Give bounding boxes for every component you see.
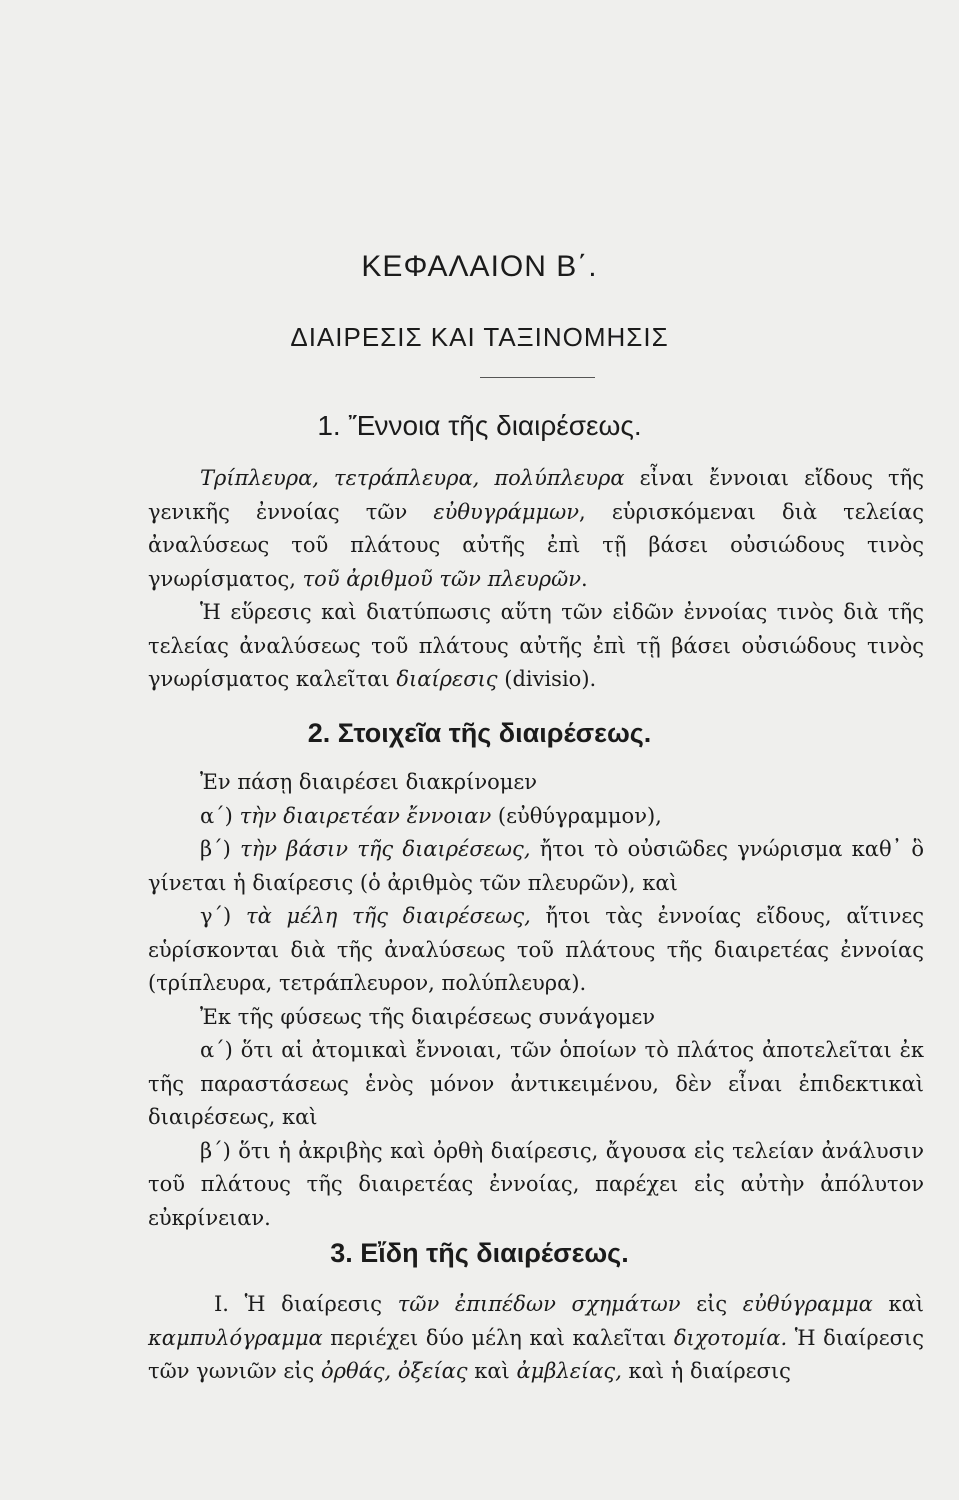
item-label: β΄) [200, 837, 241, 861]
list-item: α΄) ὅτι αἱ ἀτομικαὶ ἔννοιαι, τῶν ὁποίων τὸ πλάτος ἀποτελεῖται ἐκ τῆς παραστάσεως ἑνὸς μόνον ἀντικειμένου, δὲν εἶναι ἐπιδεκτικαὶ διαιρέσεως, καὶ [148, 1038, 924, 1129]
text-span: καὶ ἡ διαίρεσις [621, 1359, 791, 1383]
section-2-body [148, 766, 924, 1235]
italic-term: διχοτομία. [673, 1325, 788, 1350]
text-span: ἤτοι τὸ οὐσιῶδες γνώρισμα καθ᾽ ὃ γίνεται ἡ διαίρεσις (ὁ ἀριθμὸς τῶν πλευρῶν), καὶ [148, 837, 924, 895]
text-span: εἰς [680, 1292, 743, 1316]
item-label: γ΄) [200, 904, 246, 928]
text-span: I. Ἡ διαίρεσις [214, 1292, 398, 1316]
italic-term: τὰ μέλη τῆς διαιρέσεως, [245, 904, 531, 928]
section-3-body [148, 1288, 924, 1389]
text-span: ἤτοι τὰς ἐννοίας εἴδους, αἵτινες εὑρίσκονται διὰ τῆς ἀναλύσεως τοῦ πλάτους τῆς διαιρετέας ἐννοίας (τρίπλευρα, τετράπλευρον, πολύπλευρα). [148, 904, 924, 995]
text-span: καὶ [467, 1359, 517, 1383]
text-span: (εὐθύγραμμον), [491, 803, 662, 828]
text-span: (divisio). [497, 667, 597, 691]
italic-term: καμπυλόγραμμα [148, 1325, 323, 1350]
italic-term: Τρίπλευρα, τετράπλευρα, πολύπλευρα [200, 466, 625, 490]
section-2-heading: 2. Στοιχεῖα τῆς διαιρέσεως. [307, 718, 652, 748]
section-1-heading: 1. Ἔννοια τῆς διαιρέσεως. [317, 410, 642, 441]
item-label: α΄) [200, 803, 240, 828]
list-item: β΄) ὅτι ἡ ἀκριβὴς καὶ ὀρθὴ διαίρεσις, ἄγουσα εἰς τελείαν ἀνάλυσιν τοῦ πλάτους τῆς διαιρετέας ἐννοίας, παρέχει εἰς αὐτὴν ἀπόλυτον εὐκρίνειαν. [148, 1138, 924, 1230]
text-span: καὶ [872, 1292, 925, 1316]
text-span: . [580, 566, 588, 591]
section-3-heading: 3. Εἴδη τῆς διαιρέσεως. [330, 1238, 629, 1268]
italic-term: εὐθυγράμμων [433, 499, 580, 524]
paragraph [148, 1288, 924, 1389]
text-span: περιέχει δύο μέλη καὶ καλεῖται [322, 1325, 674, 1350]
italic-term: ὀρθάς, ὀξείας [320, 1359, 468, 1383]
text-span: εἶναι ἔννοιαι εἴδους τῆς γενικῆς ἐννοίας τῶν [148, 466, 924, 524]
italic-term: εὐθύγραμμα [742, 1292, 873, 1316]
paragraph: Ἐν πάσῃ διαιρέσει διακρίνομεν [200, 770, 538, 794]
paragraph [148, 462, 924, 596]
paragraph: Ἐκ τῆς φύσεως τῆς διαιρέσεως συνάγομεν [200, 1004, 656, 1029]
italic-term: ἀμβλείας, [516, 1359, 622, 1383]
italic-term: διαίρεσις [396, 667, 498, 691]
text-span: Ἡ εὕρεσις καὶ διατύπωσις αὕτη τῶν εἰδῶν ἐννοίας τινὸς διὰ τῆς τελείας ἀναλύσεως τοῦ πλάτους αὐτῆς ἐπὶ τῇ βάσει οὐσιώδους τινὸς γνωρίσματος καλεῖται [148, 600, 924, 691]
chapter-subtitle: ΔΙΑΙΡΕΣΙΣ ΚΑΙ ΤΑΞΙΝΟΜΗΣΙΣ [290, 322, 669, 352]
text-span: Ἡ διαίρεσις τῶν γωνιῶν εἰς [148, 1325, 924, 1383]
chapter-title: ΚΕΦΑΛΑΙΟΝ Β΄. [361, 250, 598, 283]
section-1-body [148, 462, 924, 697]
italic-term: τὴν διαιρετέαν ἔννοιαν [239, 803, 492, 828]
divider-rule [480, 377, 595, 378]
list-item [148, 900, 924, 1001]
text-span: , εὑρισκόμεναι διὰ τελείας ἀναλύσεως τοῦ πλάτους αὐτῆς ἐπὶ τῇ βάσει οὐσιώδους τινὸς γνωρίσματος, [148, 499, 924, 591]
italic-term: τῶν ἐπιπέδων σχημάτων [397, 1292, 681, 1316]
paragraph [148, 596, 924, 697]
italic-term: τὴν βάσιν τῆς διαιρέσεως, [240, 837, 531, 861]
list-item [148, 800, 924, 834]
italic-term: τοῦ ἀριθμοῦ τῶν πλευρῶν [302, 566, 581, 591]
list-item [148, 833, 924, 900]
